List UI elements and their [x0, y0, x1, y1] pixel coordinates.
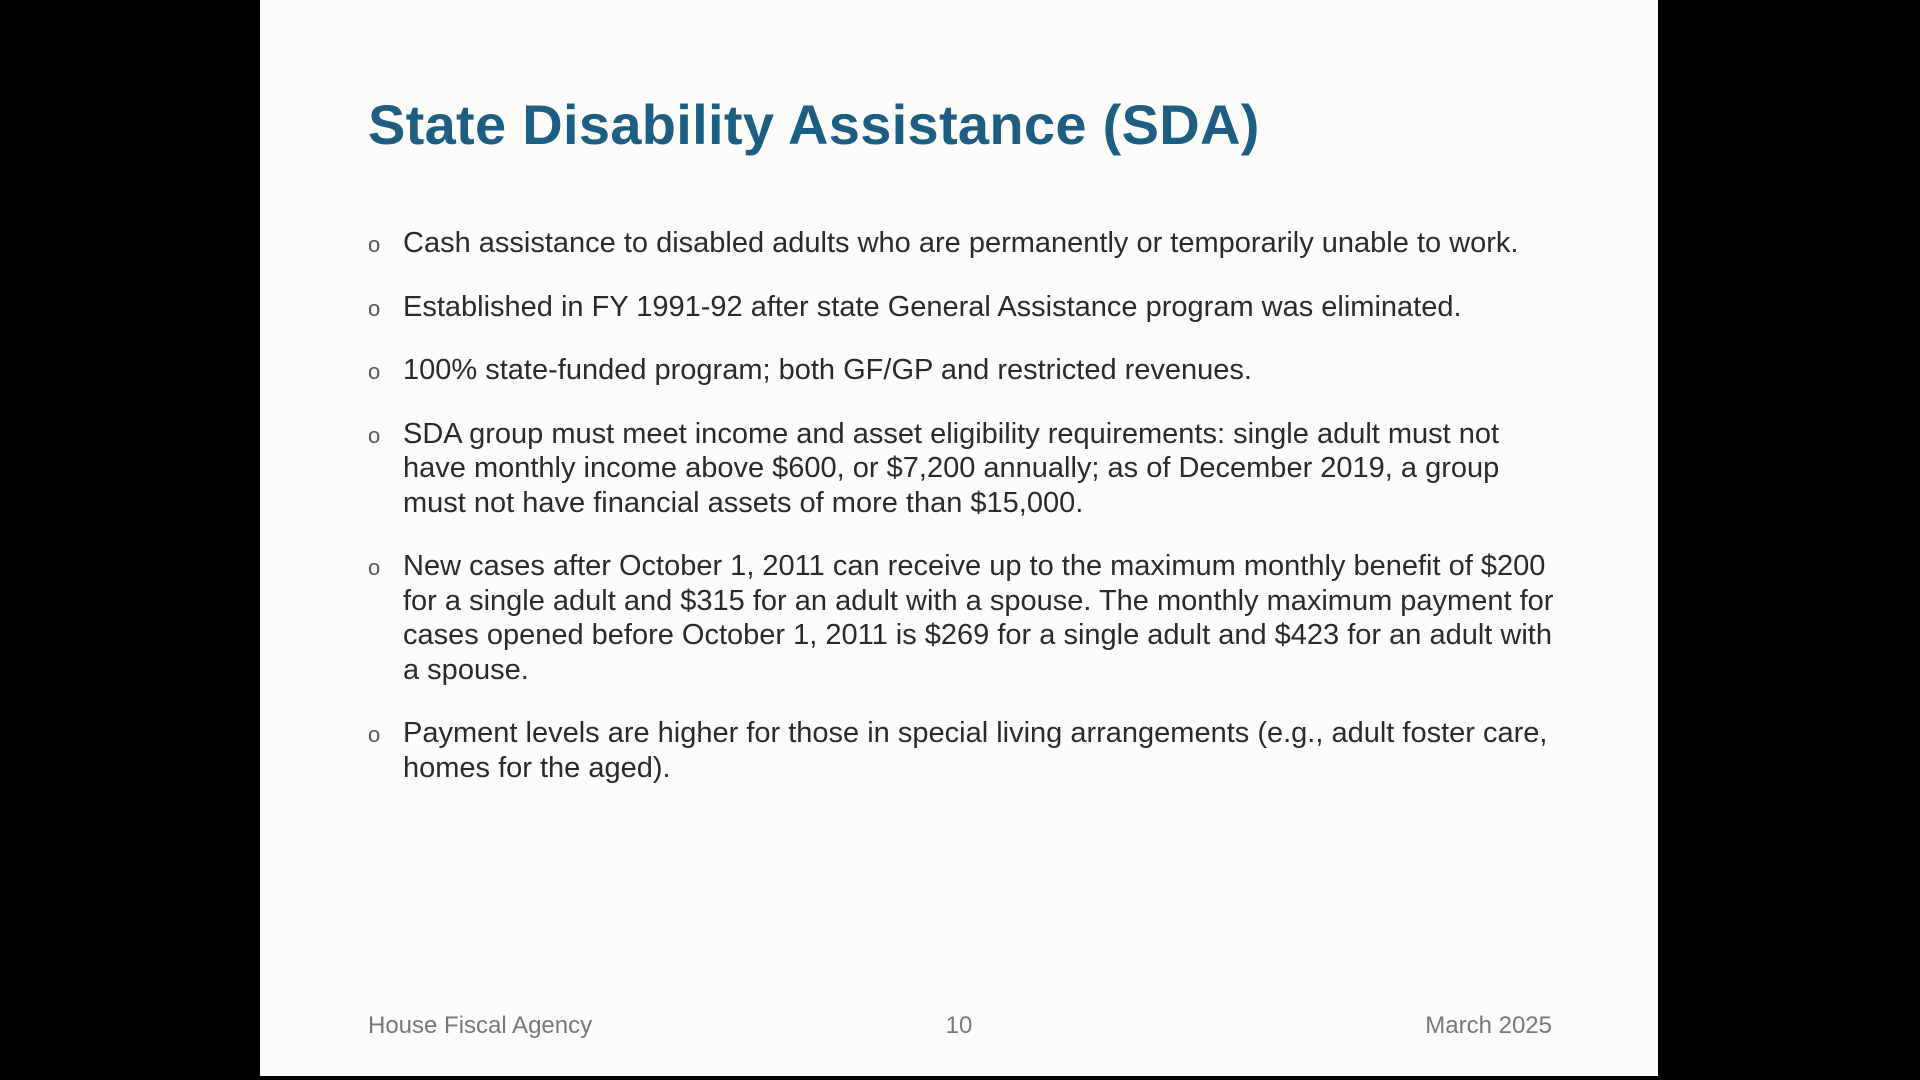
bullet-circle-icon: o — [368, 232, 381, 257]
bullet-text: Cash assistance to disabled adults who are permanently or temporarily unable to work. — [403, 227, 1519, 259]
slide-title: State Disability Assistance (SDA) — [368, 93, 1260, 156]
bullet-text: Established in FY 1991-92 after state General Assistance program was eliminated. — [403, 290, 1462, 323]
bullet-item-benefits — [368, 549, 1558, 687]
bullet-circle-icon: o — [368, 295, 381, 321]
bullet-text: New cases after October 1, 2011 can receive up to the maximum monthly benefit of $200 for a single adult and $315 for an adult with a spouse. The monthly maximum payment for cases opened before October 1, 2011 is $269 for a single adult and $423 for an adult with a spouse. — [403, 550, 1554, 686]
bullet-list — [368, 226, 1558, 814]
bullet-item-cash-assistance — [368, 226, 1558, 261]
bullet-text: Payment levels are higher for those in special living arrangements (e.g., adult foster care, homes for the aged). — [403, 717, 1548, 784]
footer-date: March 2025 — [1425, 1012, 1552, 1039]
footer-page-number: 10 — [945, 1012, 973, 1039]
bullet-text: 100% state-funded program; both GF/GP and restricted revenues. — [403, 354, 1252, 386]
footer-organization: House Fiscal Agency — [368, 1012, 593, 1039]
bullet-circle-icon: o — [368, 422, 381, 448]
bullet-text: SDA group must meet income and asset eligibility requirements: single adult must not have monthly income above $600, or $7,200 annually; as of December 2019, a group must not have financial assets of more than $15,000. — [403, 417, 1500, 519]
bullet-item-established — [368, 290, 1558, 325]
slide — [260, 0, 1658, 1076]
bullet-item-payment-levels — [368, 716, 1558, 785]
bullet-circle-icon: o — [368, 555, 381, 580]
bullet-item-eligibility — [368, 417, 1558, 521]
bullet-circle-icon: o — [368, 722, 381, 747]
bullet-item-funding — [368, 353, 1558, 388]
bullet-circle-icon: o — [368, 359, 381, 384]
